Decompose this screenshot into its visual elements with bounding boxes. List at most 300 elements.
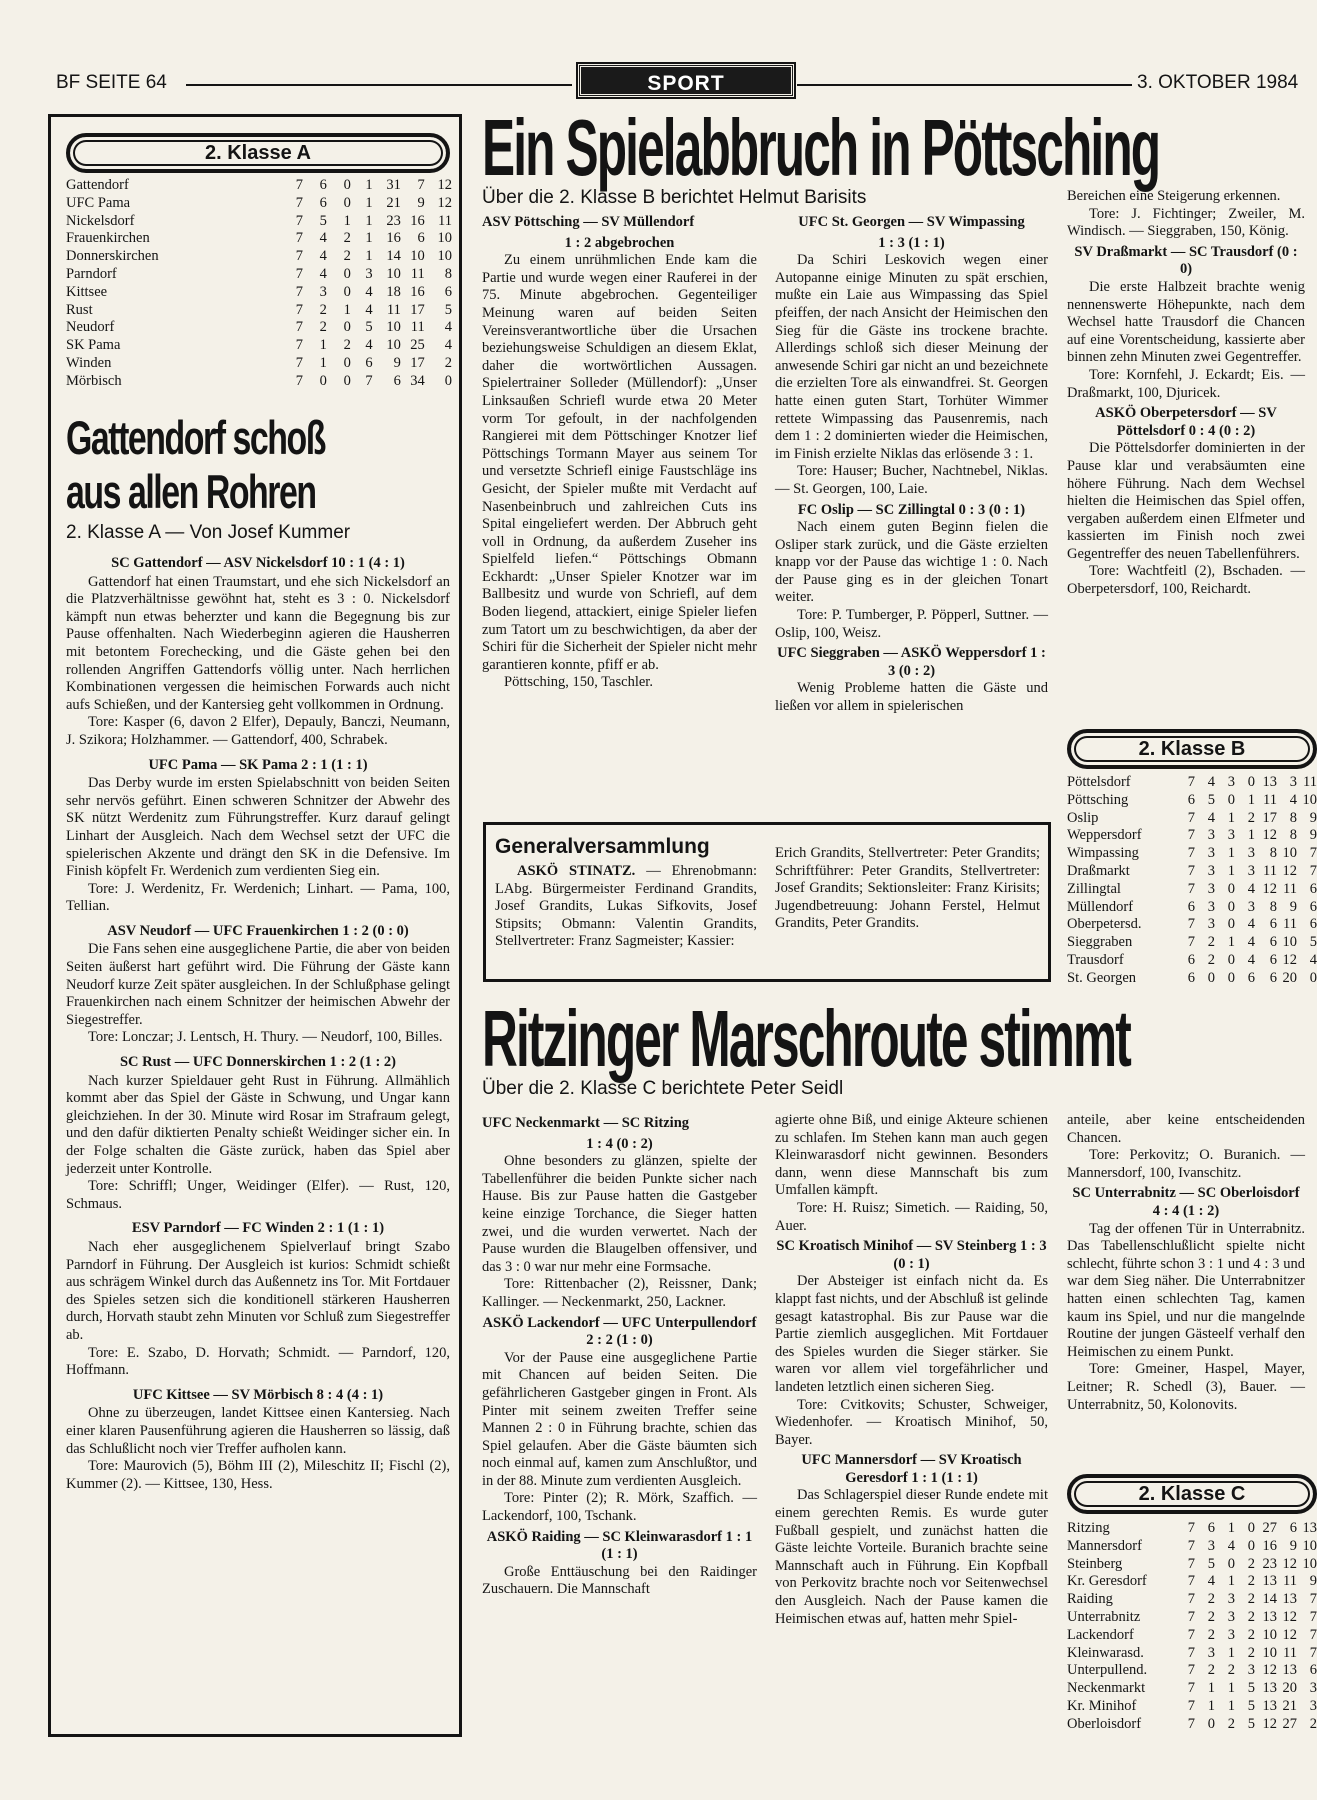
match-goals: Tore: Lonczar; J. Lentsch, H. Thury. — Neudorf, 100, Billes. <box>88 1029 443 1046</box>
stat-cell: 10 <box>410 248 425 265</box>
standings-row <box>66 195 452 213</box>
stat-cell: 7 <box>365 372 373 389</box>
team-name: Nickelsdorf <box>66 212 135 229</box>
stat-cell: 13 <box>1302 1520 1317 1536</box>
stat-cell: 6 <box>1247 969 1255 986</box>
stat-cell: 7 <box>1187 880 1195 897</box>
stat-cell: 4 <box>1247 951 1255 968</box>
match-goals: Tore: P. Tumberger, P. Pöpperl, Suttner. — Oslip, 100, Weisz. <box>775 607 1048 641</box>
team-name: Weppersdorf <box>1067 827 1142 844</box>
match-report: Zu einem unrühmlichen Ende kam die Partie und wurde wegen einer Rauferei in der 75. Minute abgebrochen. Gegenteiliger Meinung waren auf beiden Seiten Vereinsverantwortliche über die Ursachen beziehungsweise Schuldigen an diesem Eklat, daher die wortwörtlichen Aussagen. Spielertrainer Solleder (Müllendorf): „Unser Linksaußen Schriefl wurde etwa 20 Meter vorm Tor gefoult, in der nachfolgenden Rangierei mit dem Pöttschinger Knotzer lief Pöttschings Tormann Mayer aus seinem Tor und versetzte Schriefl einige Faustschläge ins Gesicht, der Spieler mußte mit Verdacht auf Nasenbeinbruch und zahlreichen Cuts ins Spital eingeliefert werden. Der Abbruch geht voll in Ordnung, da außerdem Zuseher ins Spielfeld liefen.“ Pöttschings Obmann Eckhardt: „Unser Spieler Knotzer war im Ballbesitz und wurde von Schriefl, auf dem Boden liegend, attackiert, einige Spieler liefen zum Tatort um zu beschwichtigen, da aber der Schiri für die Sicherheit der Spieler nicht mehr garantieren konnte, pfiff er ab. <box>482 252 757 673</box>
standings-row <box>1067 810 1317 828</box>
team-name: Oberloisdorf <box>1067 1715 1142 1732</box>
stat-cell: 1 <box>1227 845 1235 862</box>
stat-cell: 4 <box>1207 1573 1215 1590</box>
stat-cell: 5 <box>1247 1697 1255 1714</box>
standings-row <box>66 230 452 248</box>
stat-cell: 20 <box>1282 1680 1297 1697</box>
stat-cell: 12 <box>437 177 452 193</box>
stat-cell: 7 <box>1187 774 1195 790</box>
section-label: SPORT <box>578 64 794 97</box>
klasse-b-headline: Ein Spielabbruch in Pöttsching <box>482 103 1160 192</box>
klasse-b-table-title: 2. Klasse B <box>1067 729 1317 769</box>
klasse-b-col-3 <box>1067 188 1305 728</box>
team-name: Kr. Minihof <box>1067 1697 1137 1714</box>
stat-cell: 3 <box>1207 862 1215 879</box>
stat-cell: 10 <box>386 265 401 282</box>
general-meeting-title: Generalversammlung <box>495 835 710 858</box>
team-name: Winden <box>66 354 112 371</box>
stat-cell: 8 <box>1289 809 1297 826</box>
stat-cell: 7 <box>1187 1537 1195 1554</box>
page-number: BF SEITE 64 <box>56 72 167 93</box>
standings-row <box>66 284 452 302</box>
klasse-b-col-2 <box>775 211 1048 815</box>
klasse-c-table-title: 2. Klasse C <box>1067 1474 1317 1514</box>
stat-cell: 2 <box>1207 1626 1215 1643</box>
stat-cell: 6 <box>1309 1662 1317 1679</box>
klasse-a-headline-1: Gattendorf schoß <box>66 411 325 464</box>
klasse-a-headline-2: aus allen Rohren <box>66 465 316 518</box>
stat-cell: 3 <box>1289 774 1297 790</box>
stat-cell: 13 <box>1262 774 1277 790</box>
team-name: Oberpetersd. <box>1067 916 1142 933</box>
stat-cell: 11 <box>1283 916 1297 933</box>
stat-cell: 3 <box>1207 916 1215 933</box>
klasse-a-byline: 2. Klasse A — Von Josef Kummer <box>66 522 351 543</box>
stat-cell: 9 <box>417 194 425 211</box>
stat-cell: 14 <box>386 248 401 265</box>
stat-cell: 7 <box>295 337 304 354</box>
stat-cell: 0 <box>1227 898 1235 915</box>
stat-cell: 7 <box>1187 1608 1195 1625</box>
stat-cell: 0 <box>343 194 351 211</box>
standings-row <box>1067 774 1317 792</box>
standings-row <box>66 355 452 373</box>
stat-cell: 23 <box>386 212 401 229</box>
stat-cell: 11 <box>438 212 452 229</box>
match-report: Wenig Probleme hatten die Gäste und ließen vor allem in spielerischen <box>775 680 1048 715</box>
stat-cell: 0 <box>343 372 351 389</box>
match-head: SC Rust — UFC Donnerskirchen 1 : 2 (1 : 2) <box>119 1054 397 1071</box>
match-goals: Tore: Rittenbacher (2), Reissner, Dank; Kallinger. — Neckenmarkt, 250, Lackner. <box>482 1276 757 1310</box>
stat-cell: 7 <box>295 354 304 371</box>
klasse-b-standings-table <box>1067 774 1317 988</box>
stat-cell: 7 <box>295 319 304 336</box>
stat-cell: 1 <box>1227 862 1235 879</box>
stat-cell: 6 <box>1187 951 1195 968</box>
match-goals: Tore: E. Szabo, D. Horvath; Schmidt. — Parndorf, 120, Hoffmann. <box>66 1344 450 1379</box>
stat-cell: 1 <box>1227 1644 1235 1661</box>
stat-cell: 10 <box>386 319 401 336</box>
stat-cell: 7 <box>1187 1697 1195 1714</box>
stat-cell: 6 <box>1269 951 1277 968</box>
match-goals: Tore: Schriffl; Unger, Weidinger (Elfer). — Rust, 120, Schmaus. <box>66 1178 450 1212</box>
stat-cell: 4 <box>1247 934 1255 951</box>
stat-cell: 4 <box>365 301 373 318</box>
stat-cell: 1 <box>343 212 351 229</box>
stat-cell: 5 <box>1309 934 1317 951</box>
stat-cell: 11 <box>1303 774 1317 790</box>
stat-cell: 11 <box>1283 1573 1297 1590</box>
standings-row <box>1067 1520 1317 1538</box>
klasse-c-headline: Ritzinger Marschroute stimmt <box>482 994 1130 1083</box>
match-report: Das Schlagerspiel dieser Runde endete mit einem gerechten Remis. Es wurde guter Fußball gespielt, und zunächst hatten die Gäste leichte Vorteile. Buranich brachte seine Mannschaft auch in Führung. Ein Kopfball von Perkovitz brachte noch vor Seitenwechsel den Ausgleich. Nach der Pause kamen die Heimischen etwas auf, hatten mehr Spiel- <box>775 1487 1048 1627</box>
stat-cell: 4 <box>1247 880 1255 897</box>
stat-cell: 2 <box>444 354 452 371</box>
match-report: Große Enttäuschung bei den Raidinger Zuschauern. Die Mannschaft <box>482 1563 757 1598</box>
klasse-a-article <box>66 553 450 1723</box>
match-goals: Tore: Gmeiner, Haspel, Mayer, Leitner; R. Schedl (3), Bauer. — Unterrabnitz, 50, Kolonovits. <box>1067 1361 1305 1413</box>
match-goals: Tore: Hauser; Bucher, Nachtnebel, Niklas. — St. Georgen, 100, Laie. <box>775 463 1048 497</box>
stat-cell: 7 <box>1309 845 1317 862</box>
stat-cell: 6 <box>1269 916 1277 933</box>
stat-cell: 0 <box>1227 951 1235 968</box>
match-report: Die Fans sehen eine ausgeglichene Partie, die aber von beiden Seiten äußerst hart geführt wird. Die Führung der Gäste kann Neudorf kurze Zeit später ausgleichen. In der Schlußphase gelingt Frauenkirchen nach einem Schnitzer der heimischen Abwehr der Siegestreffer. <box>66 941 450 1028</box>
stat-cell: 7 <box>295 283 304 300</box>
standings-row <box>1067 1716 1317 1734</box>
team-name: Parndorf <box>66 265 117 282</box>
stat-cell: 25 <box>410 337 425 354</box>
stat-cell: 2 <box>1207 1591 1215 1608</box>
team-name: Müllendorf <box>1067 898 1134 915</box>
stat-cell: 6 <box>1187 969 1195 986</box>
team-name: Kleinwarasd. <box>1067 1644 1144 1661</box>
stat-cell: 11 <box>386 301 401 318</box>
stat-cell: 0 <box>1309 969 1317 986</box>
stat-cell: 16 <box>410 283 425 300</box>
stat-cell: 12 <box>1282 951 1297 968</box>
match-report: Ohne zu überzeugen, landet Kittsee einen Kantersieg. Nach einer klaren Pausenführung agieren die Hausherren so lässig, daß das Schlußlicht noch vier Treffer aufholen kann. <box>66 1405 450 1457</box>
stat-cell: 17 <box>1262 809 1277 826</box>
stat-cell: 2 <box>1247 1555 1255 1572</box>
stat-cell: 6 <box>1309 898 1317 915</box>
match-result: 1 : 2 abgebrochen <box>564 234 675 251</box>
klasse-a-standings-table <box>66 177 452 391</box>
stat-cell: 0 <box>1247 1537 1255 1554</box>
stat-cell: 3 <box>1247 898 1255 915</box>
stat-cell: 7 <box>1309 1644 1317 1661</box>
stat-cell: 9 <box>1289 1537 1297 1554</box>
stat-cell: 11 <box>1283 880 1297 897</box>
stat-cell: 9 <box>1289 898 1297 915</box>
klasse-c-col-3 <box>1067 1112 1305 1467</box>
standings-row <box>1067 1538 1317 1556</box>
match-head: SC Gattendorf — ASV Nickelsdorf 10 : 1 (4 : 1) <box>111 555 405 571</box>
match-report: Vor der Pause eine ausgeglichene Partie mit Chancen auf beiden Seiten. Die gefährlicheren Gastgeber gingen in Front. Als Pinter mit seinem zweiten Treffer seine Mannen 2 : 0 in Führung brachte, schien das Spiel gelaufen. Aber die Gäste bäumten sich noch einmal auf, kamen zum Anschlußtor, und in der 88. Minute zum verdienten Ausgleich. <box>482 1349 757 1489</box>
standings-row <box>1067 899 1317 917</box>
stat-cell: 1 <box>365 194 373 211</box>
stat-cell: 2 <box>343 230 351 247</box>
stat-cell: 16 <box>1262 1537 1277 1554</box>
stat-cell: 10 <box>1282 934 1297 951</box>
stat-cell: 21 <box>386 194 401 211</box>
standings-row <box>1067 1591 1317 1609</box>
stat-cell: 7 <box>1309 1591 1317 1608</box>
team-name: Wimpassing <box>1067 845 1139 862</box>
match-report: Die Pöttelsdorfer dominierten in der Pause klar und verabsäumten eine höhere Führung. Nach dem Wechsel hielten die Heimischen das Spiel offen, vergaben außerdem einen Elfmeter und kassierten im Finish noch zwei Gegentreffer des neuen Tabellenführers. <box>1067 440 1305 562</box>
team-name: Draßmarkt <box>1067 862 1130 879</box>
match-end: Pöttsching, 150, Taschler. <box>504 674 653 691</box>
stat-cell: 5 <box>1207 1555 1215 1572</box>
team-name: Mannersdorf <box>1067 1537 1142 1554</box>
stat-cell: 3 <box>1207 880 1215 897</box>
stat-cell: 17 <box>410 354 425 371</box>
stat-cell: 1 <box>1227 809 1235 826</box>
stat-cell: 4 <box>319 248 327 265</box>
stat-cell: 2 <box>1207 934 1215 951</box>
match-report: Die erste Halbzeit brachte wenig nennenswerte Höhepunkte, nach dem Wechsel hatte Trausdorf die Chancen auf eine Vorentscheidung, kassierte aber binnen zehn Minuten zwei Gegentreffer. <box>1067 278 1305 366</box>
stat-cell: 12 <box>1262 827 1277 844</box>
stat-cell: 0 <box>1227 1555 1235 1572</box>
team-name: Steinberg <box>1067 1555 1123 1572</box>
stat-cell: 7 <box>1187 1662 1195 1679</box>
match-report: agierte ohne Biß, und einige Akteure schienen zu schlafen. Im Stehen kann man auch gegen Kleinwarasdorf nicht gewinnen. Besonders dann, wenn diese Mannschaft bis zum Umfallen kämpft. <box>775 1112 1048 1199</box>
stat-cell: 12 <box>1282 862 1297 879</box>
team-name: Mörbisch <box>66 372 122 389</box>
stat-cell: 7 <box>1187 1520 1195 1536</box>
stat-cell: 6 <box>1309 916 1317 933</box>
stat-cell: 5 <box>1247 1715 1255 1732</box>
stat-cell: 1 <box>1227 934 1235 951</box>
stat-cell: 2 <box>343 248 351 265</box>
standings-row <box>1067 827 1317 845</box>
stat-cell: 17 <box>410 301 425 318</box>
stat-cell: 5 <box>319 212 327 229</box>
stat-cell: 2 <box>1207 1662 1215 1679</box>
team-name: St. Georgen <box>1067 969 1137 986</box>
match-report: Da Schiri Leskovich wegen einer Autopanne einige Minuten zu spät erschien, mußte ein Laie aus Wimpassing das Spiel pfeiffen, der nach Ansicht der Heimischen den Sieg für die Gäste ins trockene brachte. Allerdings schloß sich dieser Meinung der anwesende Schiri gar nicht an und bezeichnete die erzielten Tore als einwandfrei. St. Georgen hatte einen guten Start, Torhüter Wimmer rettete Wimpassing das Pausenremis, nach dem 1 : 2 dominierten wieder die Heimischen, im Finish erzielte Niklas das erlösende 3 : 1. <box>775 252 1048 462</box>
stat-cell: 7 <box>1187 1644 1195 1661</box>
stat-cell: 6 <box>393 372 401 389</box>
stat-cell: 34 <box>410 372 425 389</box>
stat-cell: 0 <box>1227 916 1235 933</box>
team-name: Pöttsching <box>1067 791 1129 808</box>
match-report: Tag der offenen Tür in Unterrabnitz. Das Tabellenschlußlicht spielte nicht schlecht, führte schon 3 : 1 und 4 : 3 und war dem Sieg näher. Die Unterrabnitzer hatten einen schlechten Tag, kamen kaum ins Spiel, und nur die mangelnde Routine der jungen Gästeelf verhalf den Heimischen zu einem Punkt. <box>1067 1220 1305 1360</box>
standings-row <box>66 319 452 337</box>
match-report: Nach einem guten Beginn fielen die Osliper stark zurück, und die Gäste erzielten knapp vor der Pause das wichtige 1 : 0. Nach der Pause ging es in der gleichen Tonart weiter. <box>775 519 1048 606</box>
team-name: Zillingtal <box>1067 880 1121 897</box>
match-head: ASV Neudorf — UFC Frauenkirchen 1 : 2 (0 : 0) <box>107 922 409 939</box>
standings-row <box>1067 845 1317 863</box>
stat-cell: 10 <box>1262 1626 1277 1643</box>
stat-cell: 13 <box>1262 1573 1277 1590</box>
team-name: Trausdorf <box>1067 951 1124 968</box>
stat-cell: 0 <box>319 372 327 389</box>
stat-cell: 4 <box>319 265 327 282</box>
stat-cell: 1 <box>1207 1680 1215 1697</box>
standings-row <box>1067 881 1317 899</box>
stat-cell: 3 <box>1227 1626 1235 1643</box>
match-goals: Tore: Kornfehl, J. Eckardt; Eis. — Draßmarkt, 100, Djuricek. <box>1067 366 1305 401</box>
stat-cell: 7 <box>1187 1555 1195 1572</box>
team-name: Neckenmarkt <box>1067 1680 1146 1697</box>
stat-cell: 8 <box>444 265 452 282</box>
stat-cell: 5 <box>444 301 452 318</box>
stat-cell: 7 <box>1309 1626 1317 1643</box>
klasse-c-col-2 <box>775 1112 1048 1772</box>
stat-cell: 2 <box>1247 1573 1255 1590</box>
header-rule-right <box>797 84 1132 86</box>
standings-row <box>66 337 452 355</box>
team-name: Gattendorf <box>66 177 129 193</box>
match-result: 1 : 3 (1 : 1) <box>878 234 945 251</box>
stat-cell: 7 <box>1309 862 1317 879</box>
stat-cell: 13 <box>1262 1697 1277 1714</box>
stat-cell: 6 <box>1309 880 1317 897</box>
team-name: Kittsee <box>66 283 108 300</box>
stat-cell: 2 <box>1227 1662 1235 1679</box>
stat-cell: 3 <box>365 265 373 282</box>
standings-row <box>1067 970 1317 988</box>
stat-cell: 2 <box>1247 1644 1255 1661</box>
stat-cell: 7 <box>1187 1715 1195 1732</box>
stat-cell: 3 <box>1227 1591 1235 1608</box>
stat-cell: 7 <box>1187 845 1195 862</box>
stat-cell: 5 <box>1207 791 1215 808</box>
stat-cell: 2 <box>1309 1715 1317 1732</box>
match-report: Nach kurzer Spieldauer geht Rust in Führung. Allmählich kommt aber das Spiel der Gäste in Schwung, und Ungar kann gleichziehen. In der 30. Minute wird Rosar im Strafraum gelegt, und den dafür diktierten Penalty schießt Weidinger sicher ein. In der Folge schalten die Gäste zurück, haben das Spiel aber jederzeit unter Kontrolle. <box>66 1072 450 1177</box>
stat-cell: 0 <box>1227 969 1235 986</box>
stat-cell: 4 <box>1207 774 1215 790</box>
standings-row <box>1067 1556 1317 1574</box>
stat-cell: 6 <box>1207 1520 1215 1536</box>
stat-cell: 4 <box>1289 791 1297 808</box>
stat-cell: 7 <box>295 194 304 211</box>
stat-cell: 12 <box>1282 1626 1297 1643</box>
match-report: Das Derby wurde im ersten Spielabschnitt von beiden Seiten sehr nervös geführt. Einen schweren Schnitzer der Abwehr des SK nützt Werdenitz zum Führungstreffer. Kurz darauf gelingt Linhart der Ausgleich. Nach dem Wechsel setzt der UFC die spielerischen Akzente und drängt den SK in die Defensive. Im Finish köpfelt Fr. Werdenich zum verdienten Sieg ein. <box>66 775 450 880</box>
stat-cell: 7 <box>295 265 304 282</box>
standings-row <box>1067 1680 1317 1698</box>
stat-cell: 27 <box>1262 1520 1277 1536</box>
stat-cell: 3 <box>1227 1608 1235 1625</box>
match-goals: Tore: Pinter (2); R. Mörk, Szaffich. — Lackendorf, 100, Tschank. <box>482 1490 757 1525</box>
stat-cell: 12 <box>1262 1715 1277 1732</box>
team-name: UFC Pama <box>66 194 131 211</box>
stat-cell: 3 <box>1247 862 1255 879</box>
klasse-b-col-1 <box>482 211 757 815</box>
stat-cell: 10 <box>1302 1555 1317 1572</box>
standings-row <box>66 266 452 284</box>
stat-cell: 5 <box>1247 1680 1255 1697</box>
stat-cell: 3 <box>1207 1537 1215 1554</box>
stat-cell: 7 <box>295 301 304 318</box>
match-head: UFC Kittsee — SV Mörbisch 8 : 4 (4 : 1) <box>132 1386 384 1403</box>
stat-cell: 2 <box>343 337 351 354</box>
stat-cell: 2 <box>319 301 327 318</box>
stat-cell: 13 <box>1282 1662 1297 1679</box>
stat-cell: 3 <box>1207 898 1215 915</box>
standings-row <box>1067 863 1317 881</box>
stat-cell: 0 <box>1207 969 1215 986</box>
stat-cell: 4 <box>319 230 327 247</box>
stat-cell: 7 <box>1187 809 1195 826</box>
match-head: ASKÖ Raiding — SC Kleinwarasdorf 1 : 1 (1 : 1) <box>486 1528 753 1563</box>
klasse-b-byline: Über die 2. Klasse B berichtet Helmut Barisits <box>482 187 867 208</box>
standings-row <box>1067 1573 1317 1591</box>
general-meeting-col-2 <box>775 845 1040 975</box>
stat-cell: 1 <box>1247 827 1255 844</box>
stat-cell: 13 <box>1262 1608 1277 1625</box>
standings-row <box>66 302 452 320</box>
standings-row <box>1067 952 1317 970</box>
stat-cell: 4 <box>1247 916 1255 933</box>
stat-cell: 10 <box>437 230 452 247</box>
club-name: ASKÖ STINATZ. <box>517 863 636 879</box>
team-name: Unterrabnitz <box>1067 1608 1141 1625</box>
standings-row <box>1067 934 1317 952</box>
stat-cell: 10 <box>437 248 452 265</box>
stat-cell: 6 <box>365 354 373 371</box>
match-head: SV Draßmarkt — SC Trausdorf (0 : 0) <box>1074 243 1298 278</box>
match-report: Der Absteiger ist einfach nicht da. Es klappt fast nichts, und der Abschluß ist gelinde gesagt katastrophal. Bis zur Pause war die Partie ziemlich ausgeglichen. Mit Fortdauer des Spieles wurden die Sieger stärker. Sie waren vor allem viel torgefährlicher und landeten letztlich einen sicheren Sieg. <box>775 1273 1048 1395</box>
team-name: Pöttelsdorf <box>1067 774 1131 790</box>
match-goals: Tore: Kasper (6, davon 2 Elfer), Depauly, Banczi, Neumann, J. Szikora; Holzhammer. — Gattendorf, 400, Schrabek. <box>66 714 450 748</box>
standings-row <box>66 248 452 266</box>
stat-cell: 8 <box>1269 898 1277 915</box>
stat-cell: 2 <box>1247 1626 1255 1643</box>
stat-cell: 7 <box>1187 827 1195 844</box>
stat-cell: 7 <box>1187 916 1195 933</box>
stat-cell: 12 <box>1262 1662 1277 1679</box>
match-head: UFC St. Georgen — SV Wimpassing <box>798 214 1025 230</box>
stat-cell: 7 <box>1187 1591 1195 1608</box>
stat-cell: 11 <box>1263 862 1277 879</box>
issue-date: 3. OKTOBER 1984 <box>1137 72 1299 93</box>
klasse-c-standings-table <box>1067 1520 1317 1734</box>
match-report: anteile, aber keine entscheidenden Chancen. <box>1067 1112 1305 1146</box>
stat-cell: 4 <box>365 283 373 300</box>
match-goals: Tore: J. Fichtinger; Zweiler, M. Windisch. — Sieggraben, 150, König. <box>1067 205 1305 240</box>
stat-cell: 10 <box>386 337 401 354</box>
match-head: ASKÖ Oberpetersdorf — SV Pöttelsdorf 0 : 4 (0 : 2) <box>1095 405 1277 439</box>
stat-cell: 2 <box>1207 951 1215 968</box>
stat-cell: 2 <box>1207 1608 1215 1625</box>
match-goals: Tore: H. Ruisz; Simetich. — Raiding, 50, Auer. <box>775 1199 1048 1234</box>
stat-cell: 18 <box>386 283 401 300</box>
stat-cell: 7 <box>417 177 425 193</box>
stat-cell: 0 <box>343 177 351 193</box>
team-name: Sieggraben <box>1067 934 1133 951</box>
stat-cell: 6 <box>417 230 425 247</box>
stat-cell: 12 <box>1282 1555 1297 1572</box>
meeting-text: Ehrenobmann: LAbg. Bürgermeister Ferdinand Grandits, Josef Grandits, Lukas Sifkovits, Josef Stipsits; Obmann: Valentin Grandits, Stellvertreter: Franz Sagmeister; Kassier: <box>495 863 757 950</box>
team-name: Oslip <box>1067 809 1099 826</box>
stat-cell: 1 <box>343 301 351 318</box>
match-head: UFC Pama — SK Pama 2 : 1 (1 : 1) <box>148 756 368 773</box>
stat-cell: 13 <box>1262 1680 1277 1697</box>
stat-cell: 0 <box>1227 791 1235 808</box>
team-name: Ritzing <box>1067 1520 1110 1536</box>
stat-cell: 0 <box>1207 1715 1215 1732</box>
team-name: Raiding <box>1067 1591 1113 1608</box>
match-goals: Tore: Perkovitz; O. Buranich. — Mannersdorf, 100, Ivanschitz. <box>1067 1147 1305 1181</box>
stat-cell: 4 <box>1207 809 1215 826</box>
stat-cell: 0 <box>343 354 351 371</box>
team-name: Unterpullend. <box>1067 1662 1148 1679</box>
match-goals: Tore: Maurovich (5), Böhm III (2), Mileschitz II; Fischl (2), Kummer (2). — Kittsee, 130, Hess. <box>66 1458 450 1492</box>
stat-cell: 0 <box>1247 774 1255 790</box>
stat-cell: 1 <box>1207 1697 1215 1714</box>
match-head: ASKÖ Lackendorf — UFC Unterpullendorf 2 : 2 (1 : 0) <box>482 1314 757 1349</box>
stat-cell: 27 <box>1282 1715 1297 1732</box>
stat-cell: 1 <box>365 248 373 265</box>
stat-cell: 1 <box>1227 1520 1235 1536</box>
stat-cell: 10 <box>1282 845 1297 862</box>
team-name: Kr. Geresdorf <box>1067 1573 1147 1590</box>
standings-row <box>1067 1698 1317 1716</box>
stat-cell: 12 <box>437 194 452 211</box>
